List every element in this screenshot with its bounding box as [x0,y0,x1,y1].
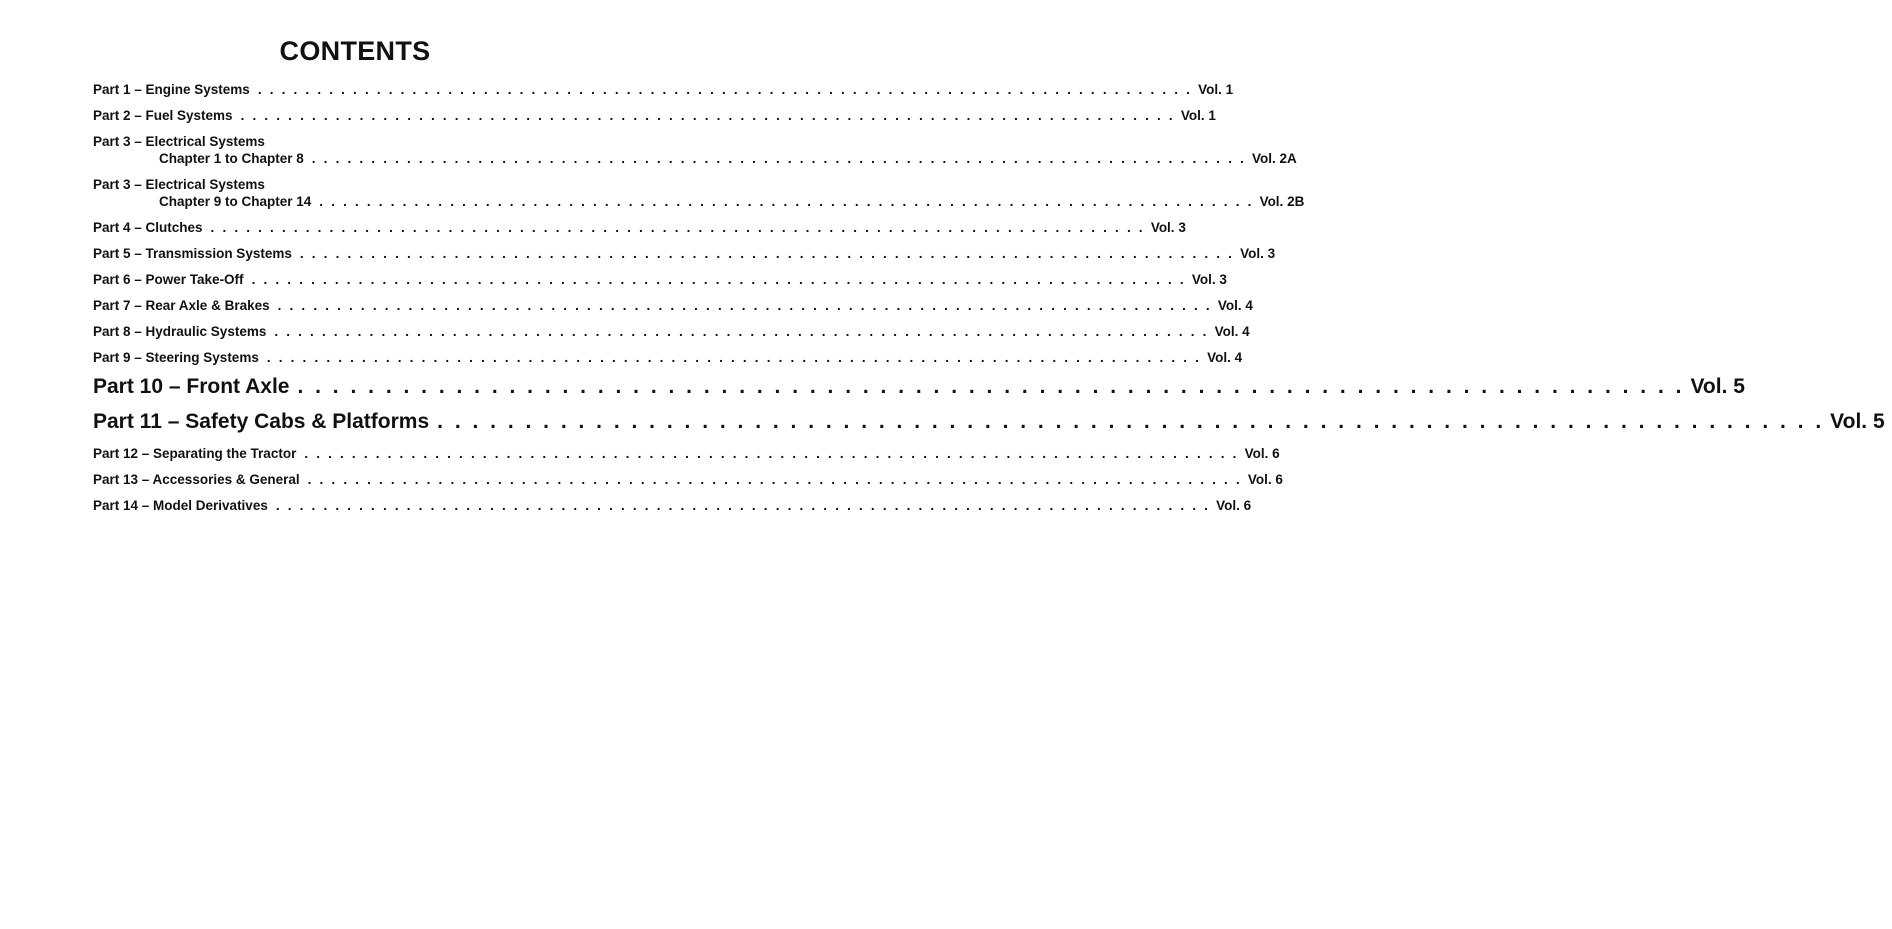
toc-entry-part-12 [93,445,1280,462]
toc-entry-part-3a [93,133,1297,167]
toc-entry-part-4 [93,219,1186,236]
toc-entry-volume: Vol. 4 [1207,350,1243,365]
toc-entry-part-9 [93,349,1243,366]
toc-entry-volume: Vol. 5 [1830,410,1885,433]
toc-entry-label: Chapter 9 to Chapter 14 [159,194,312,209]
toc-entry-volume: Vol. 6 [1247,472,1283,487]
toc-sub-entry [93,193,1305,210]
toc-entry-label: Chapter 1 to Chapter 8 [159,151,304,166]
dot-leader: . . . . . . . . . . . . . . . . . . . . . . . . . . . . . . . . . . . . . . . . . . . . . . . . . . . . . . . . . . . . . . . . . . . . . . . . . . . . . . . [311,151,1247,166]
dot-leader: . . . . . . . . . . . . . . . . . . . . . . . . . . . . . . . . . . . . . . . . . . . . . . . . . . . . . . . . . . . . . . . . . . . . . . . . . . . . . . . [251,272,1186,287]
toc-entry-label: Part 6 – Power Take-Off [93,272,244,287]
page-title: CONTENTS [279,36,431,66]
dot-leader: . . . . . . . . . . . . . . . . . . . . . . . . . . . . . . . . . . . . . . . . . . . . . . . . . . . . . . . . . . . . . . . . . . . . . . . . . . . . . . . [277,298,1212,313]
toc-entry-part-11 [93,409,1885,435]
dot-leader: . . . . . . . . . . . . . . . . . . . . . . . . . . . . . . . . . . . . . . . . . . . . . . . . . . . . . . . . . . . . . . . . . . . . . . . . . . . . . . . [437,410,1825,433]
toc-entry-part-1 [93,81,1234,98]
toc-entry-label: Part 2 – Fuel Systems [93,108,233,123]
toc-entry-volume: Vol. 1 [1198,82,1234,97]
toc-entry-label: Part 12 – Separating the Tractor [93,446,297,461]
dot-leader: . . . . . . . . . . . . . . . . . . . . . . . . . . . . . . . . . . . . . . . . . . . . . . . . . . . . . . . . . . . . . . . . . . . . . . . . . . . . . . . [297,375,1685,398]
dot-leader: . . . . . . . . . . . . . . . . . . . . . . . . . . . . . . . . . . . . . . . . . . . . . . . . . . . . . . . . . . . . . . . . . . . . . . . . . . . . . . . [240,108,1175,123]
dot-leader: . . . . . . . . . . . . . . . . . . . . . . . . . . . . . . . . . . . . . . . . . . . . . . . . . . . . . . . . . . . . . . . . . . . . . . . . . . . . . . . [304,446,1239,461]
toc-entry-heading: Part 3 – Electrical Systems [93,134,265,149]
toc-entry-label: Part 4 – Clutches [93,220,203,235]
toc-entry-part-3b [93,176,1305,210]
dot-leader: . . . . . . . . . . . . . . . . . . . . . . . . . . . . . . . . . . . . . . . . . . . . . . . . . . . . . . . . . . . . . . . . . . . . . . . . . . . . . . . [275,498,1211,513]
toc-entry-volume: Vol. 4 [1217,298,1253,313]
toc-entry-label: Part 9 – Steering Systems [93,350,259,365]
toc-entry-label: Part 8 – Hydraulic Systems [93,324,267,339]
toc-entry-volume: Vol. 1 [1180,108,1216,123]
toc-entry-part-13 [93,471,1283,488]
table-of-contents [93,81,1885,514]
toc-entry-label: Part 7 – Rear Axle & Brakes [93,298,270,313]
toc-entry-label: Part 10 – Front Axle [93,375,290,398]
toc-entry-volume: Vol. 2B [1259,194,1305,209]
toc-entry-part-2 [93,107,1216,124]
toc-entry-part-5 [93,245,1276,262]
dot-leader: . . . . . . . . . . . . . . . . . . . . . . . . . . . . . . . . . . . . . . . . . . . . . . . . . . . . . . . . . . . . . . . . . . . . . . . . . . . . . . . [266,350,1202,365]
dot-leader: . . . . . . . . . . . . . . . . . . . . . . . . . . . . . . . . . . . . . . . . . . . . . . . . . . . . . . . . . . . . . . . . . . . . . . . . . . . . . . . [210,220,1145,235]
toc-entry-volume: Vol. 2A [1252,151,1297,166]
toc-entry-volume: Vol. 5 [1690,375,1745,398]
toc-entry-label: Part 5 – Transmission Systems [93,246,292,261]
dot-leader: . . . . . . . . . . . . . . . . . . . . . . . . . . . . . . . . . . . . . . . . . . . . . . . . . . . . . . . . . . . . . . . . . . . . . . . . . . . . . . . [299,246,1235,261]
dot-leader: . . . . . . . . . . . . . . . . . . . . . . . . . . . . . . . . . . . . . . . . . . . . . . . . . . . . . . . . . . . . . . . . . . . . . . . . . . . . . . . [257,82,1193,97]
dot-leader: . . . . . . . . . . . . . . . . . . . . . . . . . . . . . . . . . . . . . . . . . . . . . . . . . . . . . . . . . . . . . . . . . . . . . . . . . . . . . . . [307,472,1242,487]
toc-entry-label: Part 11 – Safety Cabs & Platforms [93,410,430,433]
toc-entry-part-14 [93,497,1252,514]
dot-leader: . . . . . . . . . . . . . . . . . . . . . . . . . . . . . . . . . . . . . . . . . . . . . . . . . . . . . . . . . . . . . . . . . . . . . . . . . . . . . . . [319,194,1254,209]
toc-entry-volume: Vol. 6 [1244,446,1280,461]
toc-entry-volume: Vol. 3 [1150,220,1186,235]
toc-entry-part-6 [93,271,1227,288]
toc-sub-entry [93,150,1297,167]
toc-entry-volume: Vol. 4 [1214,324,1250,339]
toc-entry-part-8 [93,323,1250,340]
toc-entry-label: Part 14 – Model Derivatives [93,498,268,513]
toc-entry-label: Part 1 – Engine Systems [93,82,250,97]
toc-entry-label: Part 13 – Accessories & General [93,472,300,487]
toc-entry-volume: Vol. 3 [1191,272,1227,287]
toc-entry-heading: Part 3 – Electrical Systems [93,177,265,192]
toc-entry-part-7 [93,297,1253,314]
toc-entry-volume: Vol. 6 [1216,498,1252,513]
toc-entry-volume: Vol. 3 [1240,246,1276,261]
dot-leader: . . . . . . . . . . . . . . . . . . . . . . . . . . . . . . . . . . . . . . . . . . . . . . . . . . . . . . . . . . . . . . . . . . . . . . . . . . . . . . . [274,324,1209,339]
toc-entry-part-10 [93,374,1745,400]
